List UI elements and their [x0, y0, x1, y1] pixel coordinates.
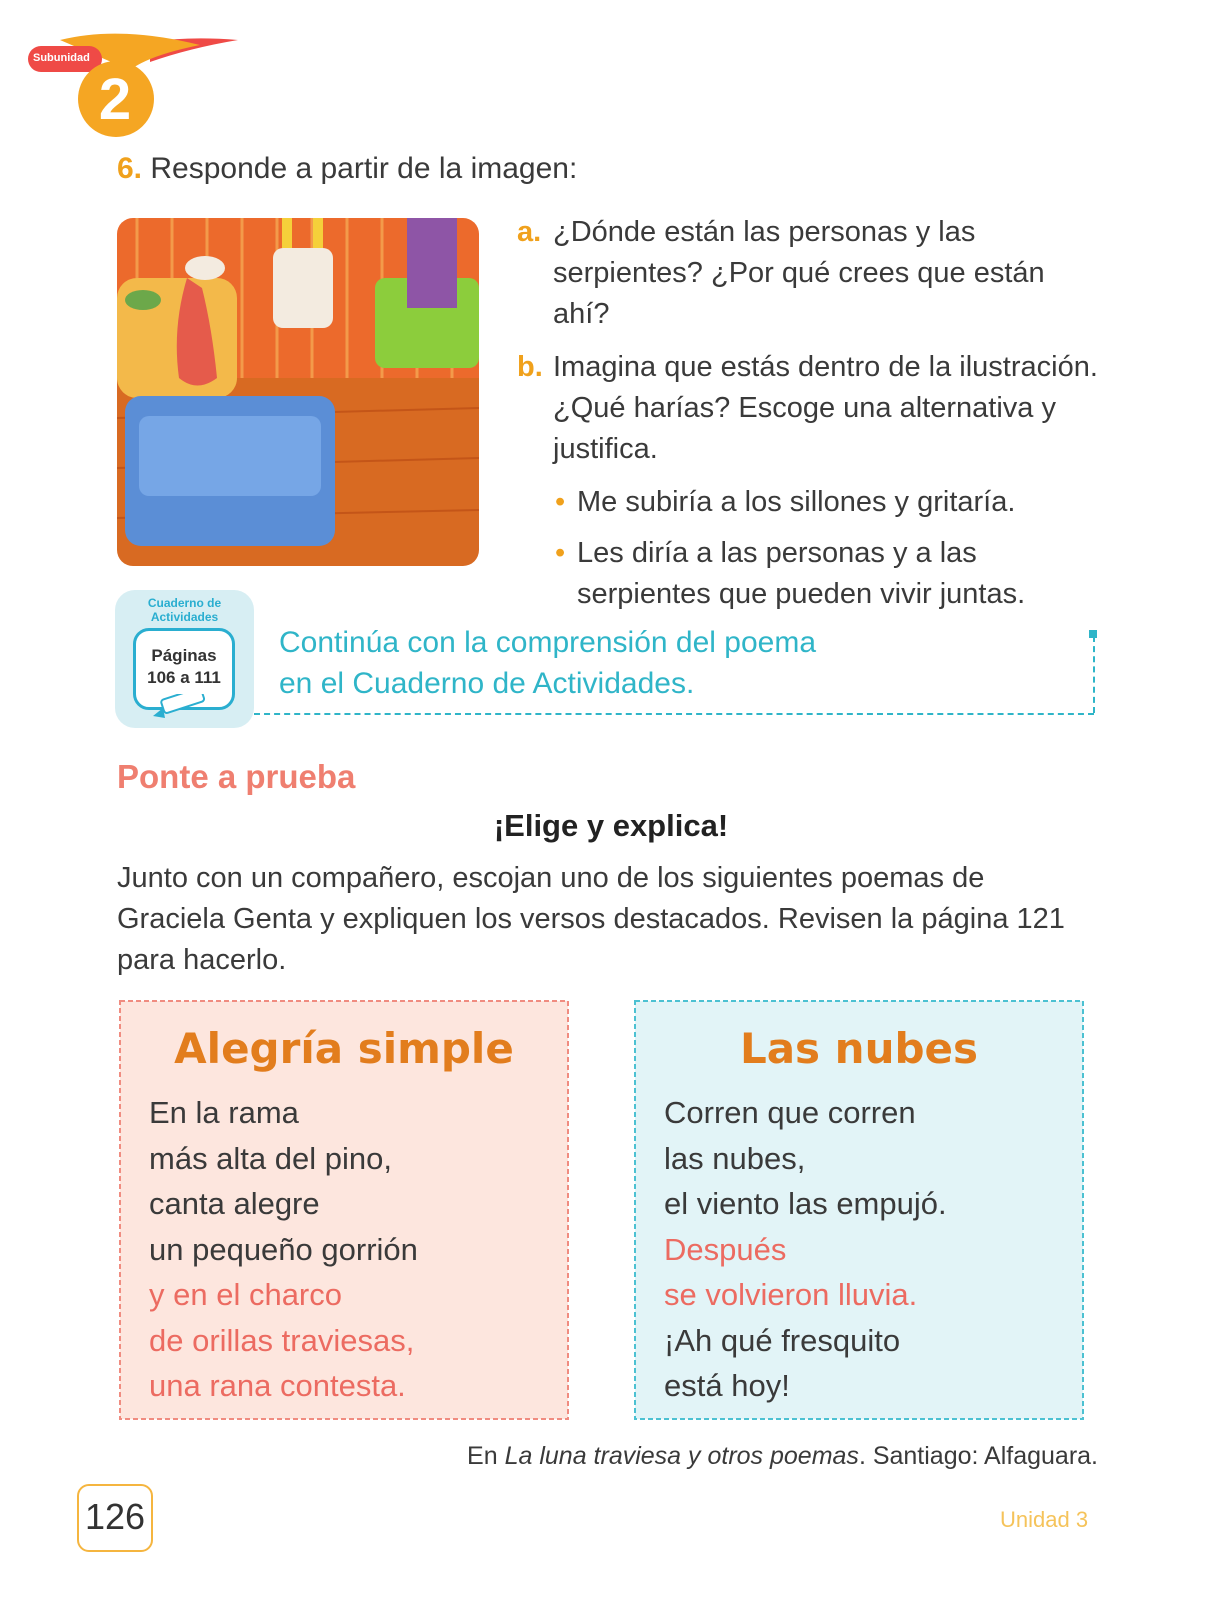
poem-line: canta alegre [149, 1186, 320, 1221]
cuaderno-link-text[interactable] [279, 622, 816, 704]
option-item [553, 482, 1107, 523]
poem-lines [664, 1090, 947, 1409]
option-text: Me subiría a los sillones y gritaría. [577, 486, 1016, 518]
question-items [517, 212, 1107, 625]
question-item-a [517, 212, 1107, 335]
question-title [117, 152, 577, 186]
poem-line: está hoy! [664, 1368, 790, 1403]
credit-suffix: . Santiago: Alfaguara. [858, 1442, 1098, 1470]
item-text: Imagina que estás dentro de la ilustración. ¿Qué harías? Escoge una alternativa y justifica. [553, 351, 1098, 465]
poem-line: las nubes, [664, 1140, 806, 1176]
cuaderno-label: Cuaderno de Actividades [147, 596, 222, 624]
page-number: 126 [84, 1496, 146, 1537]
dashed-divider [254, 713, 1094, 715]
bullet-icon: • [555, 486, 566, 518]
poem-line-highlighted: una rana contesta. [149, 1368, 406, 1403]
options-list [553, 482, 1107, 615]
poem-line: el viento las empujó. [664, 1186, 947, 1221]
link-line2: en el Cuaderno de Actividades. [279, 667, 695, 700]
poem-line: un pequeño gorrión [149, 1231, 418, 1267]
poem-line-highlighted: se volvieron lluvia. [664, 1277, 918, 1312]
link-line1: Continúa con la comprensión del poema [279, 626, 816, 659]
illustration-snakes-armchairs [117, 218, 479, 566]
dashed-divider-end [1089, 630, 1097, 638]
item-text: ¿Dónde están las personas y las serpientes? ¿Por qué crees que están ahí? [553, 216, 1045, 330]
item-letter: a. [517, 216, 542, 248]
poem-card-alegria-simple [117, 998, 571, 1422]
question-number: 6. [117, 152, 143, 185]
option-text: Les diría a las personas y a las serpientes que pueden vivir juntas. [577, 537, 1026, 610]
poem-line: Corren que corren [664, 1095, 916, 1130]
poem-line: En la rama [149, 1095, 299, 1130]
cuaderno-badge [115, 590, 254, 728]
pages-text [136, 645, 232, 689]
pages-line2: 106 a 111 [147, 668, 221, 687]
pages-line1: Páginas [151, 646, 217, 665]
item-letter: b. [517, 351, 543, 383]
poem-card-las-nubes [632, 998, 1086, 1422]
poem-line-highlighted: Después [664, 1231, 787, 1267]
poem-lines [149, 1090, 418, 1409]
dashed-divider-vertical [1093, 636, 1095, 713]
pencil-icon [151, 694, 211, 720]
question-text: Responde a partir de la imagen: [150, 152, 578, 185]
unit-label: Unidad 3 [1000, 1507, 1089, 1532]
question-item-b [517, 347, 1107, 470]
credit-prefix: En [467, 1442, 498, 1470]
subunit-label: Subunidad [33, 52, 90, 64]
poem-line-highlighted: de orillas traviesas, [149, 1322, 415, 1358]
credit-book-title: La luna traviesa y otros poemas [504, 1442, 859, 1470]
poem-title: Alegría simple [174, 1024, 514, 1073]
bullet-icon: • [555, 537, 566, 569]
page-number-box [77, 1484, 153, 1552]
poem-line-highlighted: y en el charco [149, 1277, 342, 1312]
section-intro: Junto con un compañero, escojan uno de los siguientes poemas de Graciela Genta y expliquen los versos destacados. Revisen la página 121 para hacerlo. [117, 862, 1065, 976]
subunit-number: 2 [98, 67, 132, 132]
section-heading: Ponte a prueba [117, 758, 356, 795]
source-credit [0, 1442, 1098, 1471]
poem-title: Las nubes [739, 1024, 979, 1073]
option-item [553, 533, 1107, 615]
poem-line: más alta del pino, [149, 1140, 392, 1176]
section-subheading: ¡Elige y explica! [493, 808, 729, 843]
poem-line: ¡Ah qué fresquito [664, 1322, 901, 1358]
